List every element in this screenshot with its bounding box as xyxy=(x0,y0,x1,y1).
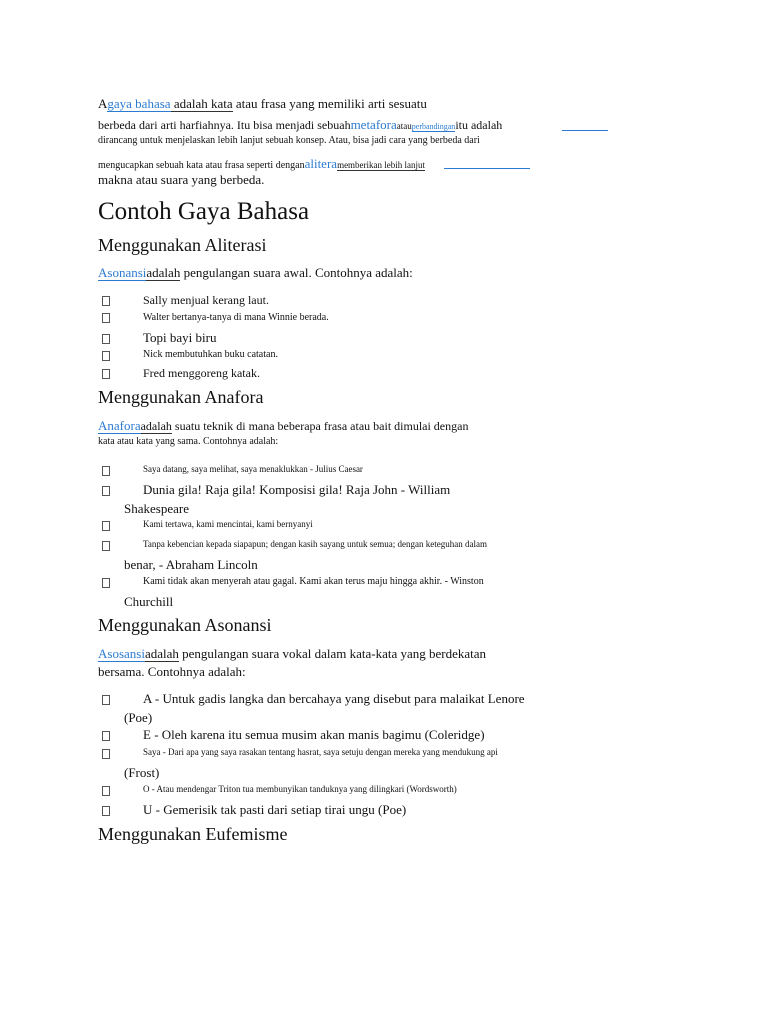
heading-anafora: Menggunakan Anafora xyxy=(98,387,264,407)
list-item-continuation: (Poe) xyxy=(124,710,153,725)
intro-line-4: mengucapkan sebuah kata atau frasa seperti denganaliteramemberikan lebih lanjut xyxy=(98,156,426,171)
heading-asonansi: Menggunakan Asonansi xyxy=(98,615,272,635)
bullet-icon xyxy=(102,313,110,323)
page-title: Contoh Gaya Bahasa xyxy=(98,198,310,225)
list-item: Sally menjual kerang laut. xyxy=(143,293,269,307)
asonansi-description: Asosansiadalah pengulangan suara vokal dalam kata-kata yang berdekatan xyxy=(98,646,487,661)
bullet-icon xyxy=(102,578,110,588)
list-item: Saya datang, saya melihat, saya menaklukkan - Julius Caesar xyxy=(143,464,363,474)
intro-line-2: berbeda dari arti harfiahnya. Itu bisa menjadi sebuahmetaforaatauperbandinganitu adalah xyxy=(98,117,503,132)
list-item: Nick membutuhkan buku catatan. xyxy=(143,349,278,360)
asosansi-link[interactable]: Asosansi xyxy=(98,646,145,661)
bullet-icon xyxy=(102,521,110,531)
bullet-icon xyxy=(102,749,110,759)
bullet-icon xyxy=(102,369,110,379)
heading-aliterasi: Menggunakan Aliterasi xyxy=(98,235,267,255)
list-item-continuation: benar, - Abraham Lincoln xyxy=(124,557,258,572)
intro-line-5: makna atau suara yang berbeda. xyxy=(98,172,265,187)
aliterasi-description: Asonansiadalah pengulangan suara awal. Contohnya adalah: xyxy=(98,265,413,280)
aliterasi-link[interactable]: alitera xyxy=(304,156,338,171)
perbandingan-link[interactable]: perbandingan xyxy=(411,122,456,131)
asonansi-description-line-2: bersama. Contohnya adalah: xyxy=(98,664,246,679)
intro-line-1: Agaya bahasa adalah kata atau frasa yang memiliki arti sesuatu xyxy=(98,96,427,111)
blank-line xyxy=(444,168,530,169)
list-item: A - Untuk gadis langka dan bercahaya yang disebut para malaikat Lenore xyxy=(143,691,525,706)
list-item-continuation: Churchill xyxy=(124,594,174,609)
gaya-bahasa-link[interactable]: gaya bahasa xyxy=(107,96,171,111)
anafora-description-line-2: kata atau kata yang sama. Contohnya adalah: xyxy=(98,436,279,447)
bullet-icon xyxy=(102,486,110,496)
blank-line xyxy=(562,130,608,131)
list-item-continuation: (Frost) xyxy=(124,765,160,780)
bullet-icon xyxy=(102,296,110,306)
asonansi-link[interactable]: Asonansi xyxy=(98,265,147,280)
list-item: O - Atau mendengar Triton tua membunyikan tanduknya yang dilingkari (Wordsworth) xyxy=(143,784,457,794)
list-item: E - Oleh karena itu semua musim akan manis bagimu (Coleridge) xyxy=(143,727,485,742)
bullet-icon xyxy=(102,541,110,551)
bullet-icon xyxy=(102,695,110,705)
list-item: Topi bayi biru xyxy=(143,330,217,345)
list-item-continuation: Shakespeare xyxy=(124,501,189,516)
bullet-icon xyxy=(102,786,110,796)
list-item: Kami tidak akan menyerah atau gagal. Kami akan terus maju hingga akhir. - Winston xyxy=(143,576,484,587)
list-item: Dunia gila! Raja gila! Komposisi gila! Raja John - William xyxy=(143,482,451,497)
bullet-icon xyxy=(102,466,110,476)
list-item: Kami tertawa, kami mencintai, kami bernyanyi xyxy=(143,519,313,529)
list-item: Saya - Dari apa yang saya rasakan tentang hasrat, saya setuju dengan mereka yang mendukung api xyxy=(143,747,498,757)
metafora-link[interactable]: metafora xyxy=(350,117,397,132)
heading-eufemisme: Menggunakan Eufemisme xyxy=(98,824,288,844)
anafora-link[interactable]: Anafora xyxy=(98,418,141,433)
bullet-icon xyxy=(102,351,110,361)
list-item: Fred menggoreng katak. xyxy=(143,366,260,380)
bullet-icon xyxy=(102,731,110,741)
bullet-icon xyxy=(102,806,110,816)
list-item: U - Gemerisik tak pasti dari setiap tirai ungu (Poe) xyxy=(143,802,407,817)
list-item: Walter bertanya-tanya di mana Winnie berada. xyxy=(143,312,329,323)
anafora-description: Anaforaadalah suatu teknik di mana beberapa frasa atau bait dimulai dengan xyxy=(98,418,469,433)
bullet-icon xyxy=(102,334,110,344)
intro-line-3: dirancang untuk menjelaskan lebih lanjut sebuah konsep. Atau, bisa jadi cara yang berbeda dari xyxy=(98,135,480,146)
list-item: Tanpa kebencian kepada siapapun; dengan kasih sayang untuk semua; dengan keteguhan dalam xyxy=(143,539,487,549)
